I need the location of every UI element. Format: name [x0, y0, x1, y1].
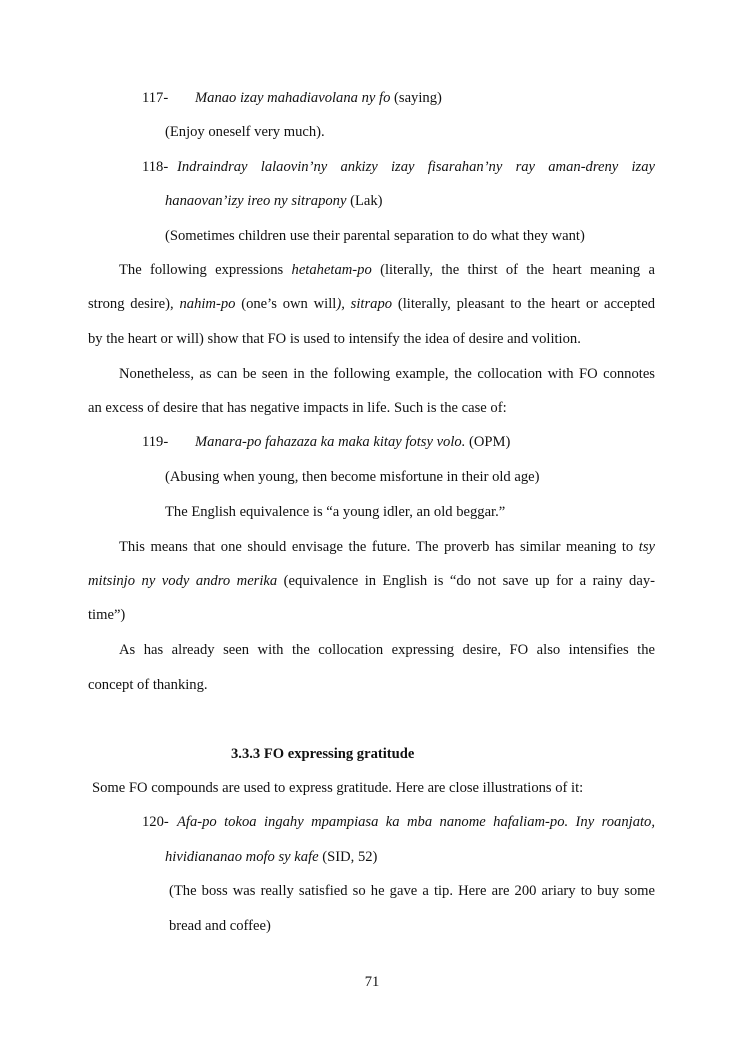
paragraph-1-line-3: by the heart or will) show that FO is used to intensify the idea of desire and volition.: [88, 331, 581, 347]
example-118-translation: (Sometimes children use their parental separation to do what they want): [165, 228, 585, 244]
example-117-text: [195, 89, 442, 107]
para4-text: As has already seen with the collocation expressing desire, FO also intensifies the: [119, 642, 655, 658]
para2-text: Nonetheless, as can be seen in the following example, the collocation with FO connotes: [119, 366, 655, 382]
paragraph-2-line-1: [119, 365, 655, 383]
paragraph-3-line-1: [119, 538, 655, 556]
example-118-number: 118-: [142, 159, 169, 175]
example-119-translation: (Abusing when young, then become misfortune in their old age): [165, 469, 540, 485]
para1-text: strong desire),: [88, 296, 180, 312]
example-118-line-1: [177, 158, 655, 176]
example-118-tag: (Lak): [350, 193, 383, 209]
example-120-line-2: [165, 848, 377, 866]
example-117-number: 117-: [142, 90, 169, 106]
term-nahim-po: nahim-po: [179, 296, 236, 312]
example-120-malagasy-2: hividiananao mofo sy kafe: [165, 849, 319, 865]
paragraph-3-line-3: time”): [88, 607, 126, 623]
example-118-malagasy-1: Indraindray lalaovin’ny ankizy izay fisarahan’ny ray aman-dreny izay: [177, 159, 655, 175]
paragraph-4-line-1: [119, 641, 655, 659]
para3-text: This means that one should envisage the future. The proverb has similar meaning to: [119, 539, 639, 555]
term-mitsinjo: mitsinjo ny vody andro merika: [88, 573, 278, 589]
para1-text: The following expressions: [119, 262, 292, 278]
para1-text: (one’s own will: [235, 296, 337, 312]
example-119-text: [195, 433, 510, 451]
para1-text: (literally, the thirst of the heart meaning a: [371, 262, 656, 278]
example-117-tag: (saying): [394, 90, 442, 106]
term-hetahetam-po: hetahetam-po: [291, 262, 372, 278]
section-intro: Some FO compounds are used to express gratitude. Here are close illustrations of it:: [92, 780, 584, 796]
paragraph-1-line-2: [88, 295, 655, 313]
example-117-malagasy: Manao izay mahadiavolana ny fo: [195, 90, 391, 106]
example-119-number: 119-: [142, 434, 169, 450]
example-117-translation: (Enjoy oneself very much).: [165, 124, 325, 140]
example-118-line-2: [165, 192, 383, 210]
example-120-line-1: [177, 813, 655, 831]
example-119-malagasy: Manara-po fahazaza ka maka kitay fotsy volo.: [195, 434, 466, 450]
para3-text: (equivalence in English is “do not save up for a rainy day-: [277, 573, 655, 589]
paragraph-3-line-2: [88, 572, 655, 590]
example-120-malagasy-1: Afa-po tokoa ingahy mpampiasa ka mba nanome hafaliam-po. Iny roanjato,: [177, 814, 655, 830]
example-120-translation-2: bread and coffee): [169, 918, 271, 934]
paragraph-2-line-2: an excess of desire that has negative impacts in life. Such is the case of:: [88, 400, 507, 416]
example-118-malagasy-2: hanaovan’izy ireo ny sitrapony: [165, 193, 347, 209]
section-heading: 3.3.3 FO expressing gratitude: [231, 746, 415, 762]
paragraph-4-line-2: concept of thanking.: [88, 677, 208, 693]
term-sitrapo: ), sitrapo: [336, 296, 393, 312]
example-120-translation-1: [169, 882, 655, 900]
para1-text: (literally, pleasant to the heart or accepted: [392, 296, 656, 312]
term-tsy: tsy: [638, 539, 655, 555]
example-119-equivalence: The English equivalence is “a young idler, an old beggar.”: [165, 504, 506, 520]
paragraph-1-line-1: [119, 261, 655, 279]
example-120-number: 120-: [142, 814, 169, 830]
page-number: 71: [364, 974, 380, 990]
example-120-tag: (SID, 52): [322, 849, 378, 865]
example-120-trans-text: (The boss was really satisfied so he gave a tip. Here are 200 ariary to buy some: [169, 883, 655, 899]
example-119-tag: (OPM): [469, 434, 511, 450]
